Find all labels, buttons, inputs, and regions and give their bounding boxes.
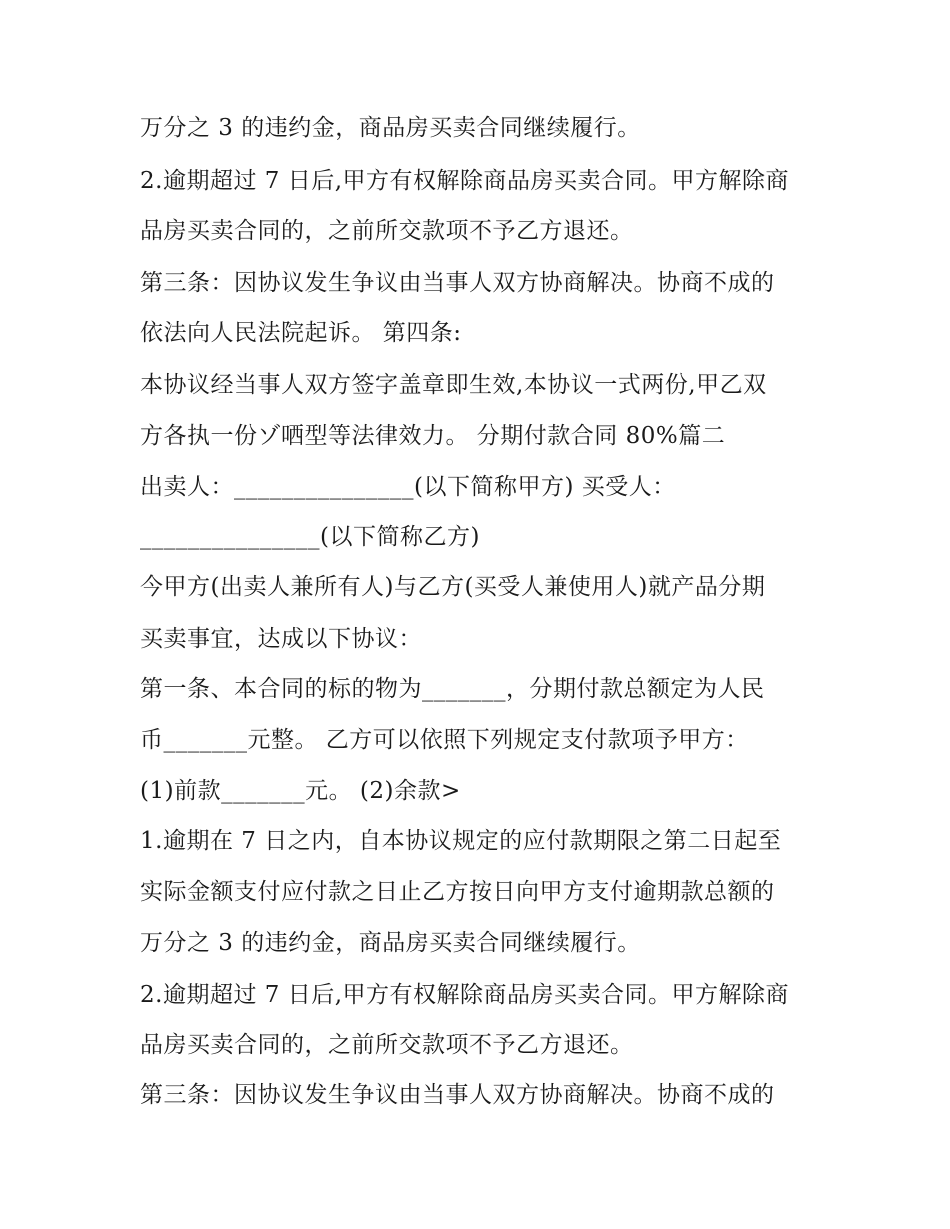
text-line: 第一条、本合同的标的物为_______，分期付款总额定为人民 bbox=[140, 676, 765, 702]
text-line: 币_______元整。 乙方可以依照下列规定支付款项予甲方： bbox=[140, 727, 749, 753]
text-line: 2.逾期超过 7 日后,甲方有权解除商品房买卖合同。甲方解除商 bbox=[140, 168, 790, 194]
text-line: 方各执一份ゾ哂型等法律效力。 分期付款合同 80%篇二 bbox=[140, 423, 726, 449]
text-line: 第三条：因协议发生争议由当事人双方协商解决。协商不成的 bbox=[140, 270, 775, 296]
text-line: 万分之 3 的违约金，商品房买卖合同继续履行。 bbox=[140, 115, 641, 141]
text-line: 品房买卖合同的，之前所交款项不予乙方退还。 bbox=[140, 1032, 634, 1058]
text-line: 买卖事宜，达成以下协议： bbox=[140, 626, 422, 652]
text-line: 2.逾期超过 7 日后,甲方有权解除商品房买卖合同。甲方解除商 bbox=[140, 982, 790, 1008]
text-line: 第三条：因协议发生争议由当事人双方协商解决。协商不成的 bbox=[140, 1082, 775, 1108]
text-line: 依法向人民法院起诉。 第四条: bbox=[140, 320, 462, 346]
text-line: 今甲方(出卖人兼所有人)与乙方(买受人兼使用人)就产品分期 bbox=[140, 574, 766, 600]
text-line: 本协议经当事人双方签字盖章即生效,本协议一式两份,甲乙双 bbox=[140, 372, 767, 398]
text-line: 出卖人：_______________(以下简称甲方) 买受人： bbox=[140, 474, 676, 500]
text-line: 实际金额支付应付款之日止乙方按日向甲方支付逾期款总额的 bbox=[140, 879, 775, 905]
text-line: 1.逾期在 7 日之内，自本协议规定的应付款期限之第二日起至 bbox=[140, 828, 782, 854]
text-line: 万分之 3 的违约金，商品房买卖合同继续履行。 bbox=[140, 930, 641, 956]
text-line: _______________(以下简称乙方) bbox=[140, 524, 480, 550]
text-line: (1)前款_______元。 (2)余款> bbox=[140, 778, 461, 804]
text-line: 品房买卖合同的，之前所交款项不予乙方退还。 bbox=[140, 218, 634, 244]
